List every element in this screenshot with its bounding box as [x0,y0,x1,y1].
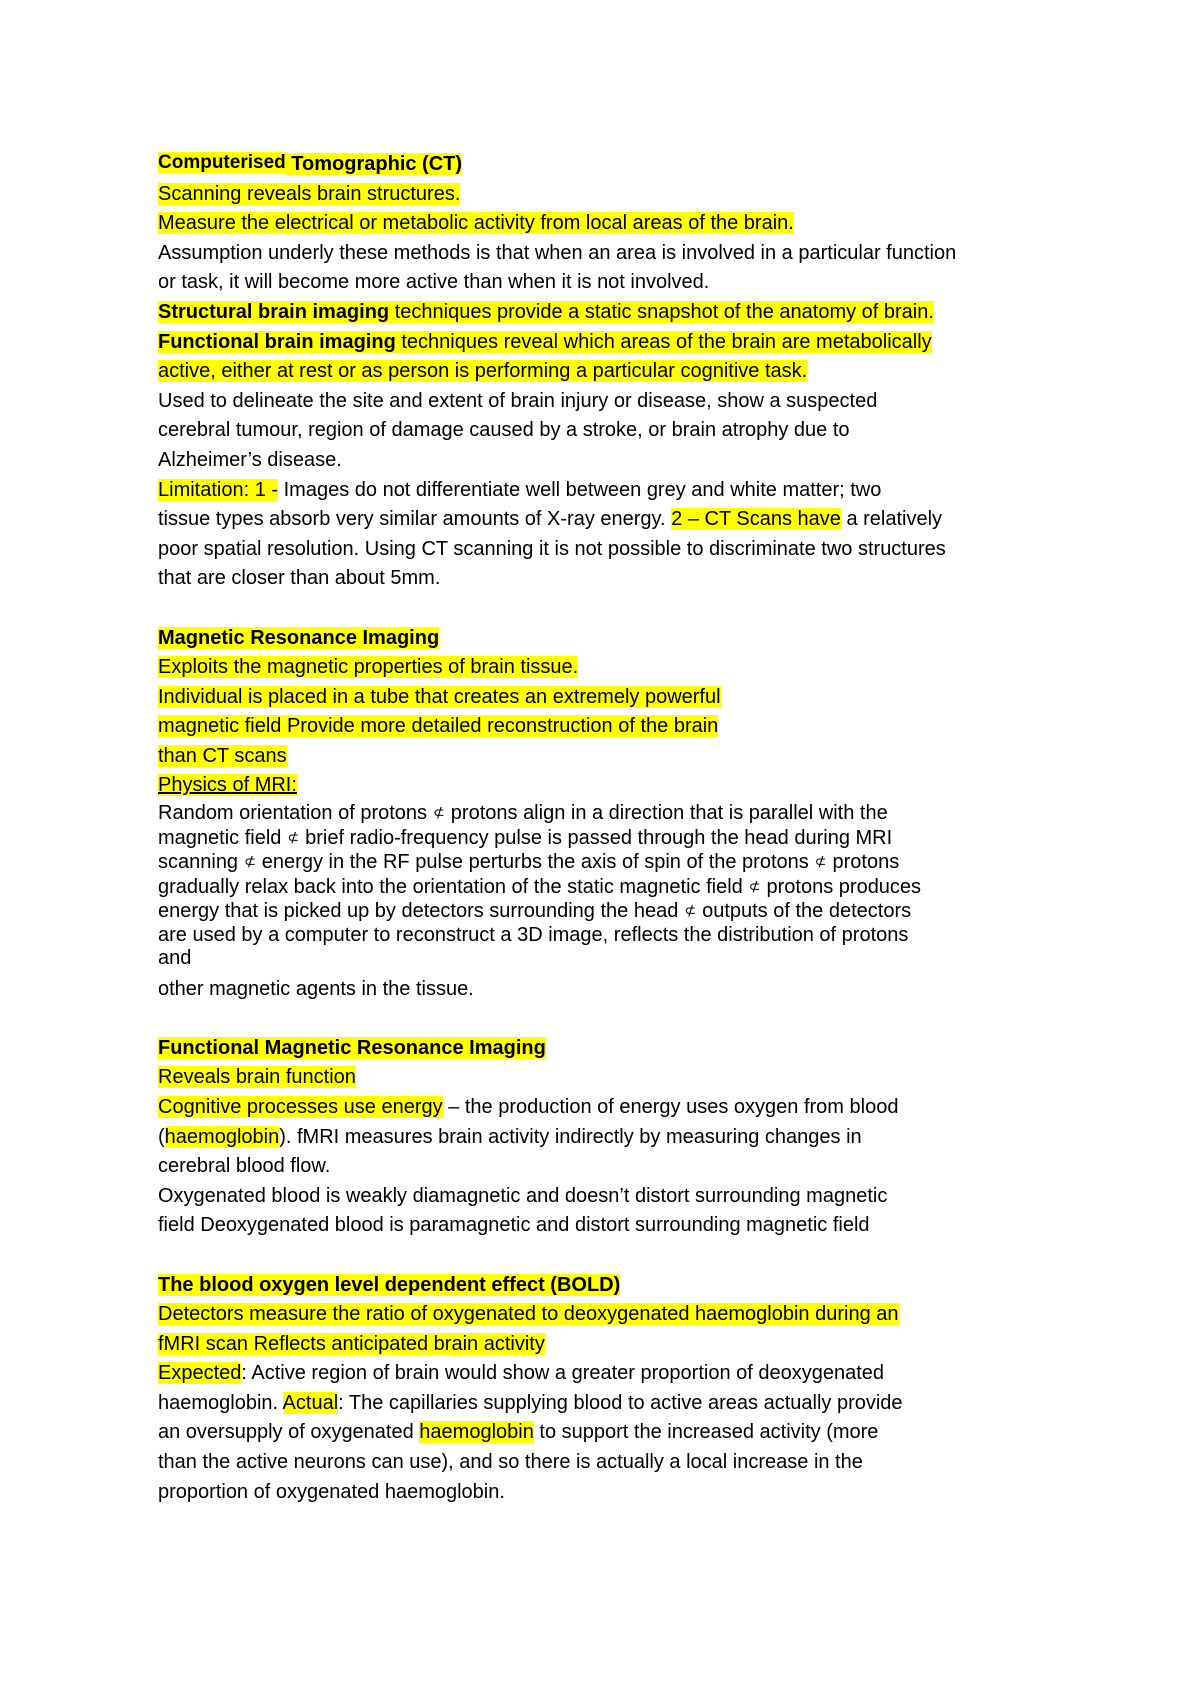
mri-line-4: than CT scans [158,744,287,767]
cognitive-energy-term: Cognitive processes use energy [158,1095,443,1118]
mri-line-1: Exploits the magnetic properties of brain tissue. [158,656,579,679]
ct-heading-part1: Computerised [158,152,286,173]
physics-step: scanning [158,851,239,874]
mri-line-2: Individual is placed in a tube that creates an extremely powerful [158,685,721,708]
physics-step: other magnetic agents in the tissue. [158,977,474,1000]
bold-line-3: : Active region of brain would show a greater proportion of deoxygenated [241,1362,885,1385]
physics-step: magnetic field [158,826,282,849]
fmri-line-1: Reveals brain function [158,1066,356,1089]
mri-heading: Magnetic Resonance Imaging [158,626,440,649]
mri-section [158,624,1058,1005]
arrow-icon: ⊄ [287,828,300,845]
functional-imaging-term: Functional brain imaging [158,330,396,353]
mri-line-3: magnetic field Provide more detailed reconstruction of the brain [158,715,719,738]
physics-step: protons [832,851,900,874]
physics-step: and [158,947,192,970]
physics-step: are used by a computer to reconstruct a 3D image, reflects the distribution of protons [158,923,909,946]
physics-step: Random orientation of protons [158,802,428,825]
ct-line-4: or task, it will become more active than when it is not involved. [158,271,710,294]
ct-uses-2: cerebral tumour, region of damage caused by a stroke, or brain atrophy due to [158,419,850,442]
physics-of-mri-heading: Physics of MRI: [158,774,297,797]
physics-step: protons produces [766,875,922,898]
limitation-text-1: Images do not differentiate well between grey and white matter; two [278,478,882,501]
limitation-text-4: poor spatial resolution. Using CT scanning it is not possible to discriminate two structures [158,537,946,560]
fmri-line-6: field Deoxygenated blood is paramagnetic and distort surrounding magnetic field [158,1214,870,1237]
bold-line-2: fMRI scan Reflects anticipated brain activity [158,1332,545,1355]
physics-step: outputs of the detectors [702,900,912,923]
limitation-text-5: that are closer than about 5mm. [158,567,441,590]
paren-open: ( [158,1125,165,1148]
bold-line-5b: to support the increased activity (more [533,1421,879,1444]
physics-step: brief radio-frequency pulse is passed through the head during MRI [305,826,893,849]
haemoglobin-term: haemoglobin [164,1125,280,1148]
ct-section [158,148,1058,594]
limitation-label: Limitation: 1 - [158,478,279,501]
bold-line-4b: : The capillaries supplying blood to active areas actually provide [338,1391,903,1414]
physics-step: gradually relax back into the orientation of the static magnetic field [158,875,743,898]
fmri-line-5: Oxygenated blood is weakly diamagnetic and doesn’t distort surrounding magnetic [158,1184,888,1207]
limitation-text-3: a relatively [840,508,943,531]
arrow-icon: ⊄ [433,804,445,821]
functional-imaging-cont: active, either at rest or as person is performing a particular cognitive task. [158,360,808,383]
physics-step: protons align in a direction that is parallel with the [450,802,888,825]
ct-heading-part2: Tomographic (CT) [285,153,463,175]
limitation-point-2: 2 – CT Scans have [671,508,841,531]
arrow-icon: ⊄ [748,877,761,894]
haemoglobin-term: haemoglobin [419,1421,534,1444]
fmri-line-3: ). fMRI measures brain activity indirectly by measuring changes in [279,1125,862,1148]
ct-line-2: Measure the electrical or metabolic activity from local areas of the brain. [158,212,794,235]
bold-line-4a: haemoglobin. [158,1391,283,1414]
bold-section [158,1271,1058,1508]
document-body [158,148,1058,1507]
fmri-heading: Functional Magnetic Resonance Imaging [158,1036,546,1059]
ct-line-3: Assumption underly these methods is that when an area is involved in a particular function [158,241,957,264]
structural-imaging-term: Structural brain imaging [158,300,390,323]
fmri-section [158,1034,1058,1241]
ct-uses-3: Alzheimer’s disease. [158,448,342,471]
expected-term: Expected [158,1362,242,1385]
functional-imaging-text: techniques reveal which areas of the brain are metabolically [395,330,932,353]
fmri-line-2: – the production of energy uses oxygen from blood [442,1095,899,1118]
ct-uses-1: Used to delineate the site and extent of brain injury or disease, show a suspected [158,389,878,412]
bold-heading: The blood oxygen level dependent effect (BOLD) [158,1273,621,1296]
ct-line-1: Scanning reveals brain structures. [158,182,461,205]
ct-heading [158,148,1058,180]
bold-line-5a: an oversupply of oxygenated [158,1421,420,1444]
physics-step: energy in the RF pulse perturbs the axis of spin of the protons [261,851,809,874]
bold-line-7: proportion of oxygenated haemoglobin. [158,1480,505,1503]
arrow-icon: ⊄ [814,853,827,870]
limitation-text-2: tissue types absorb very similar amounts of X-ray energy. [158,508,672,531]
physics-step: energy that is picked up by detectors surrounding the head [158,900,679,923]
arrow-icon: ⊄ [244,853,256,870]
mri-physics-block [158,801,1058,971]
arrow-icon: ⊄ [684,902,697,919]
structural-imaging-text: techniques provide a static snapshot of the anatomy of brain. [389,300,934,323]
bold-line-1: Detectors measure the ratio of oxygenated to deoxygenated haemoglobin during an [158,1303,899,1326]
actual-term: Actual [282,1391,339,1414]
bold-line-6: than the active neurons can use), and so there is actually a local increase in the [158,1451,863,1474]
fmri-line-4: cerebral blood flow. [158,1155,331,1178]
